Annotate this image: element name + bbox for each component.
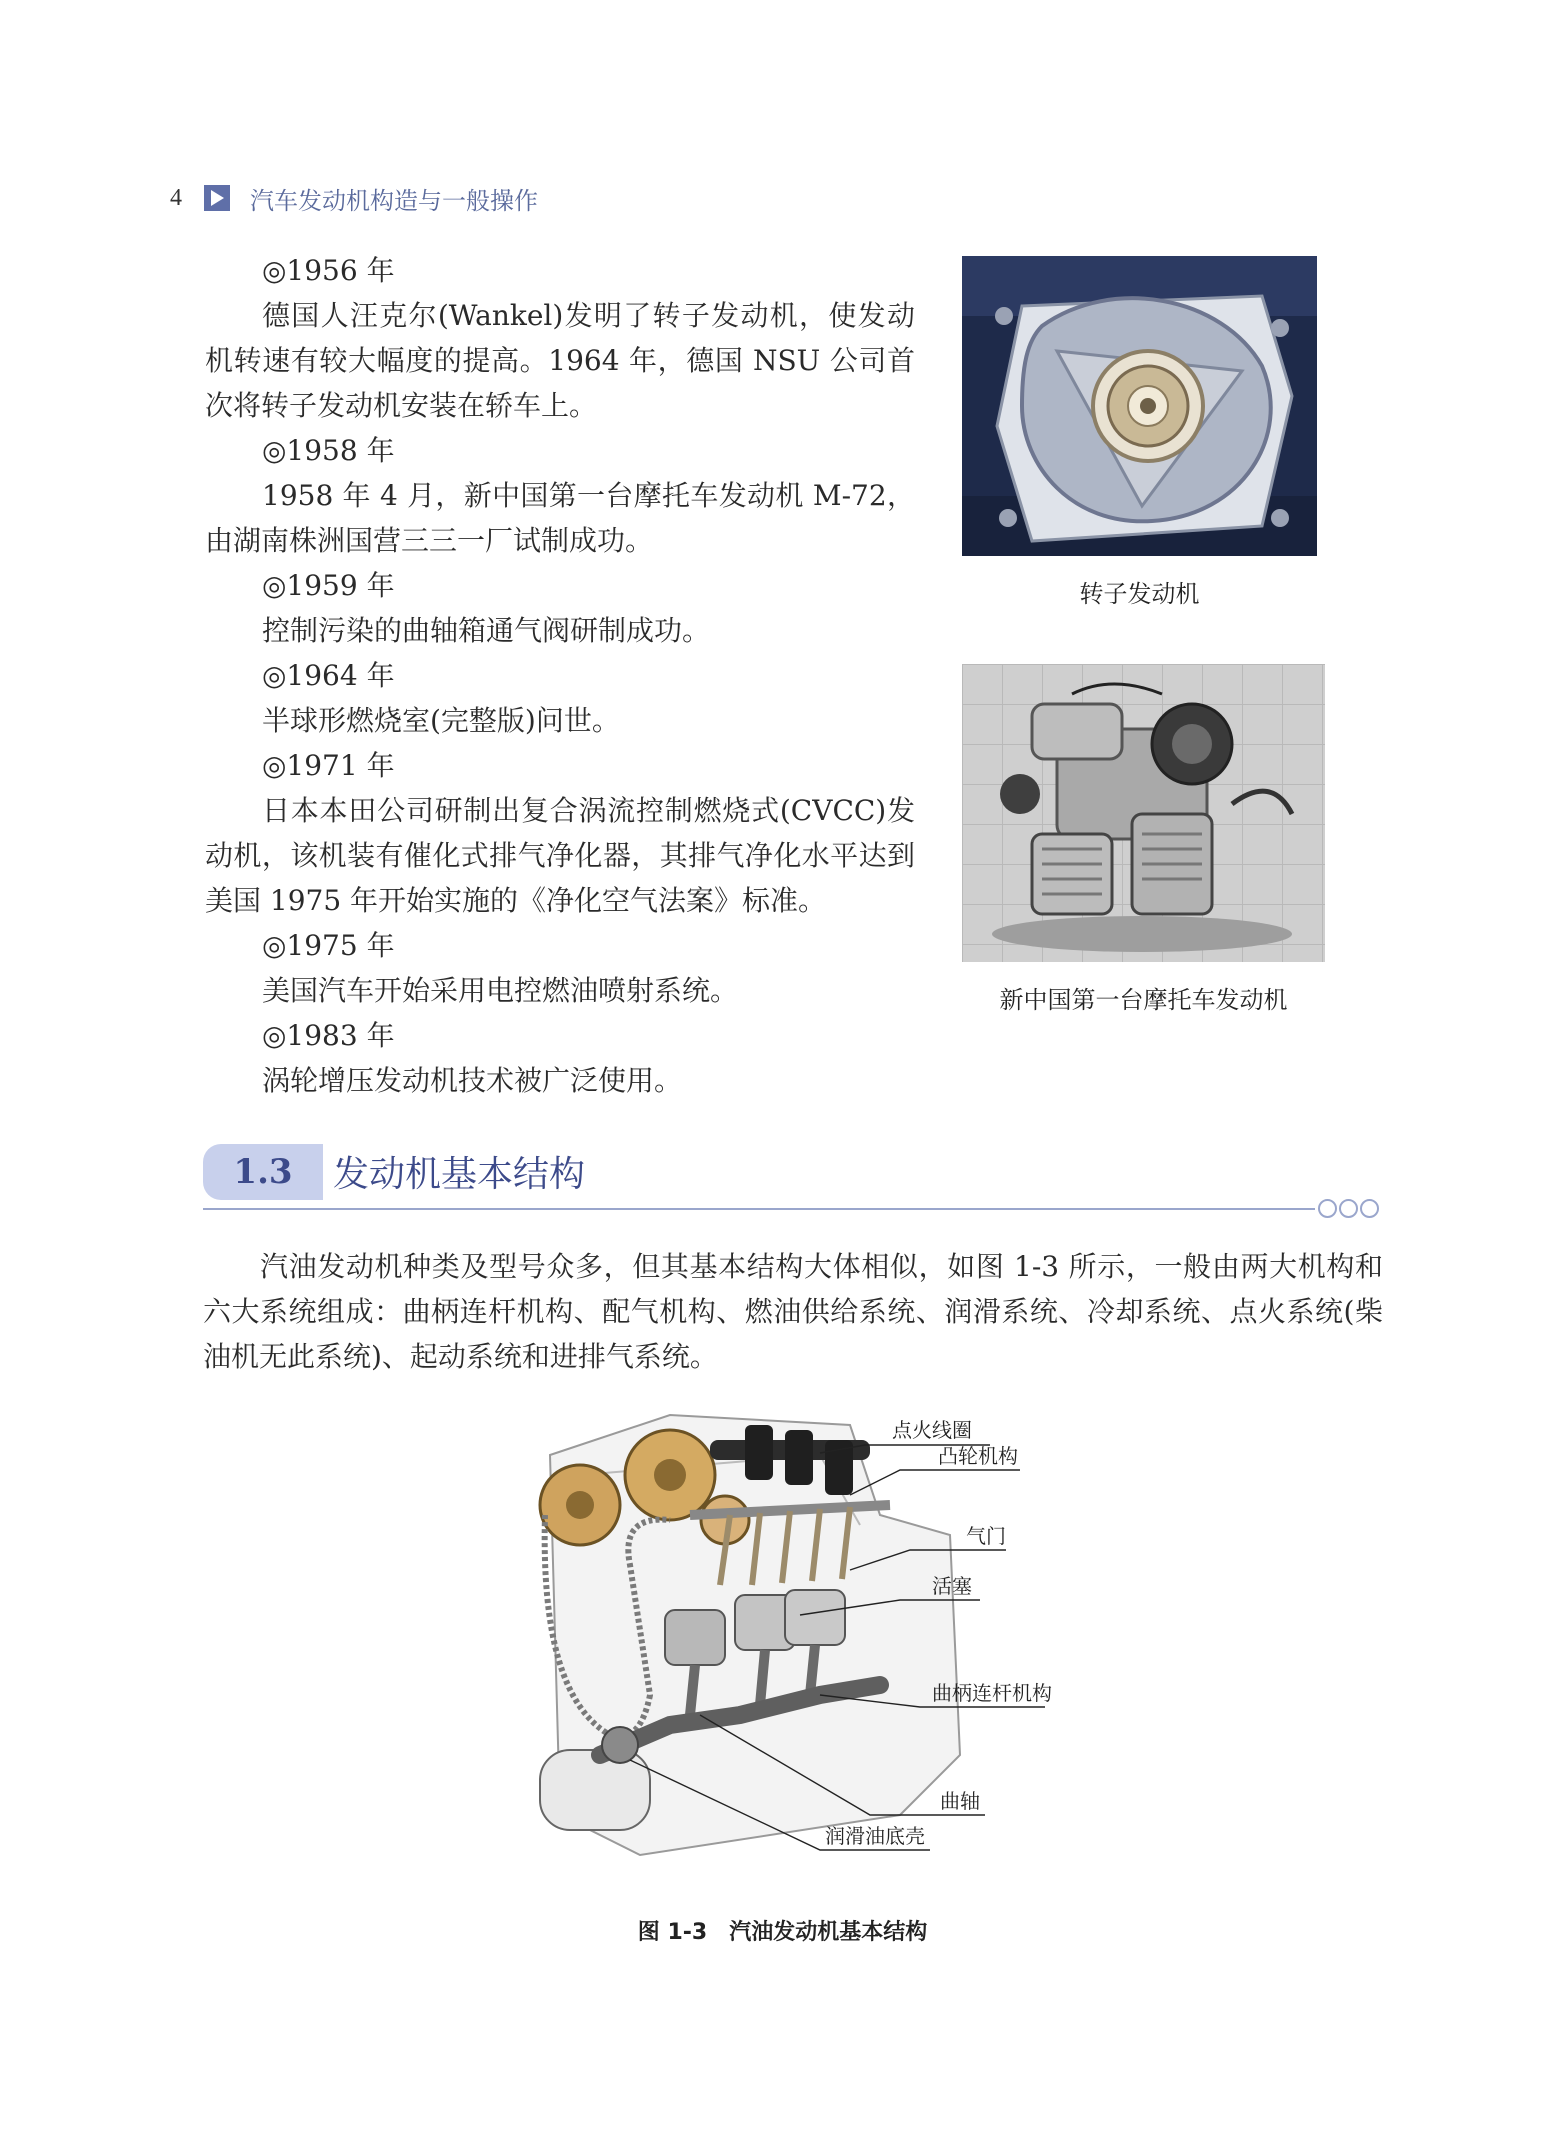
timeline-year: ◎1959 年: [262, 569, 395, 602]
label-crankshaft: 曲轴: [940, 1789, 980, 1813]
body-paragraph: 汽油发动机种类及型号众多，但其基本结构大体相似，如图 1-3 所示，一般由两大机构和六大系统组成：曲柄连杆机构、配气机构、燃油供给系统、润滑系统、冷却系统、点火系统(柴油机无此系统)、起动系统和进排气系统。: [203, 1250, 1383, 1373]
timeline-year: ◎1971 年: [262, 749, 395, 782]
timeline: [205, 248, 915, 1103]
timeline-year: ◎1964 年: [262, 659, 395, 692]
label-piston: 活塞: [932, 1574, 972, 1598]
motorcycle-engine-caption: 新中国第一台摩托车发动机: [999, 986, 1288, 1014]
label-crank-rod: 曲柄连杆机构: [932, 1681, 1052, 1705]
figure-caption: 图 1-3 汽油发动机基本结构: [637, 1920, 928, 1945]
section-rule: [203, 1208, 1315, 1210]
label-cam-mechanism: 凸轮机构: [938, 1444, 1018, 1468]
timeline-text: 1958 年 4 月，新中国第一台摩托车发动机 M-72，由湖南株洲国营三三一厂试制成功。: [205, 479, 915, 557]
page-number: 4: [170, 184, 182, 211]
timeline-text: 控制污染的曲轴箱通气阀研制成功。: [262, 614, 711, 647]
timeline-year: ◎1983 年: [262, 1019, 395, 1052]
timeline-year: ◎1975 年: [262, 929, 395, 962]
section-dots-ornament: [1318, 1199, 1379, 1218]
running-header: [170, 180, 538, 216]
section-heading: [203, 1140, 1373, 1202]
timeline-year: ◎1956 年: [262, 254, 395, 287]
timeline-text: 半球形燃烧室(完整版)问世。: [262, 704, 620, 737]
section-title: 发动机基本结构: [333, 1154, 586, 1195]
label-ignition-coil: 点火线圈: [892, 1418, 972, 1442]
engine-cutaway-figure: [520, 1395, 1070, 1875]
timeline-text: 美国汽车开始采用电控燃油喷射系统。: [262, 974, 739, 1007]
section-number: 1.3: [203, 1144, 323, 1200]
label-oil-pan: 润滑油底壳: [825, 1824, 925, 1848]
timeline-year: ◎1958 年: [262, 434, 395, 467]
timeline-text: 日本本田公司研制出复合涡流控制燃烧式(CVCC)发动机，该机装有催化式排气净化器，其排气净化水平达到美国 1975 年开始实施的《净化空气法案》标准。: [205, 794, 915, 917]
leader-cam-mechanism: [850, 1470, 1020, 1495]
chapter-arrow-icon: [204, 185, 230, 211]
rotary-engine-photo: [962, 256, 1317, 556]
rotary-engine-caption: 转子发动机: [1079, 580, 1200, 608]
motorcycle-engine-photo: [962, 664, 1325, 962]
timeline-text: 涡轮增压发动机技术被广泛使用。: [262, 1064, 683, 1097]
book-title: 汽车发动机构造与一般操作: [250, 186, 538, 215]
label-valve: 气门: [966, 1524, 1006, 1548]
timeline-text: 德国人汪克尔(Wankel)发明了转子发动机，使发动机转速有较大幅度的提高。1964 年，德国 NSU 公司首次将转子发动机安装在轿车上。: [205, 299, 915, 422]
